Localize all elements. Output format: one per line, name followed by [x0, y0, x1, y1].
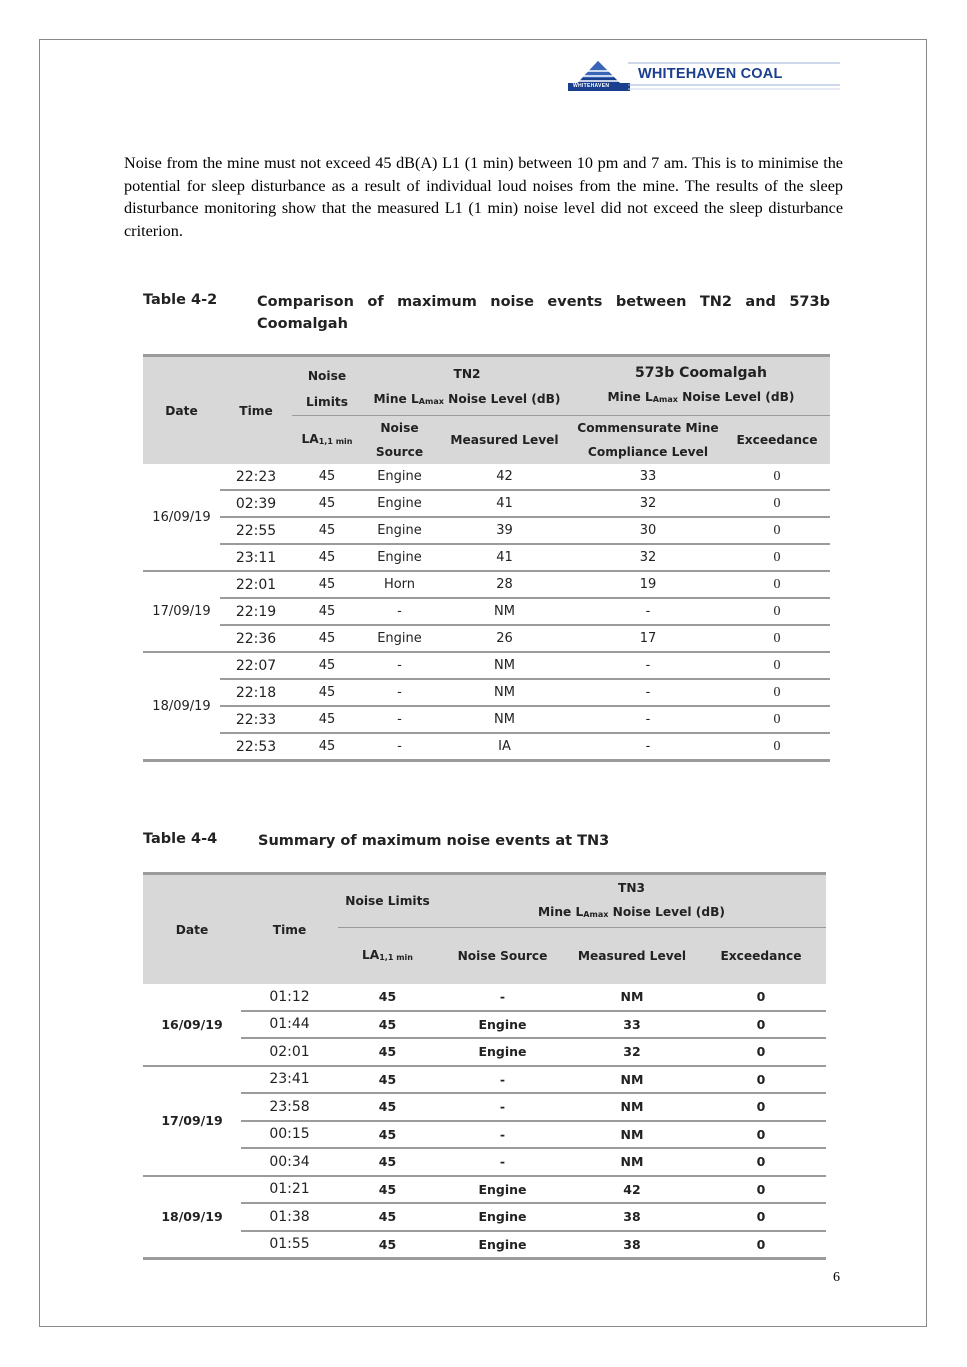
compliance-level-cell: - [572, 679, 724, 706]
whitehaven-coal-logo [568, 58, 842, 94]
header-measured-level: Measured Level [568, 928, 696, 985]
limit-cell: 45 [292, 490, 362, 517]
noise-source-cell: Engine [362, 464, 437, 490]
date-cell: 16/09/19 [143, 464, 220, 571]
exceedance-cell: 0 [724, 625, 830, 652]
measured-level-cell: 32 [568, 1038, 696, 1066]
header-tn3: TN3 Mine LAmax Noise Level (dB) [437, 874, 826, 928]
exceedance-cell: 0 [696, 1148, 826, 1176]
time-cell: 22:01 [220, 571, 292, 598]
table-row [143, 598, 830, 625]
measured-level-cell: NM [568, 1148, 696, 1176]
table-row [143, 984, 826, 1011]
measured-level-cell: 26 [437, 625, 572, 652]
table-row [143, 625, 830, 652]
time-cell: 01:21 [241, 1176, 338, 1204]
measured-level-cell: NM [568, 1066, 696, 1094]
noise-source-cell: Engine [362, 490, 437, 517]
date-cell: 17/09/19 [143, 1066, 241, 1176]
compliance-level-cell: 17 [572, 625, 724, 652]
table-4-4 [143, 872, 826, 1260]
date-cell: 18/09/19 [143, 1176, 241, 1259]
measured-level-cell: NM [568, 1121, 696, 1149]
compliance-level-cell: 19 [572, 571, 724, 598]
measured-level-cell: 38 [568, 1203, 696, 1231]
time-cell: 01:44 [241, 1011, 338, 1039]
time-cell: 00:15 [241, 1121, 338, 1149]
limit-cell: 45 [338, 1093, 437, 1121]
time-cell: 22:07 [220, 652, 292, 679]
noise-source-cell: - [362, 652, 437, 679]
header-573b-coomalgah: 573b Coomalgah Mine LAmax Noise Level (dB) [572, 356, 830, 416]
header-exceedance: Exceedance [696, 928, 826, 985]
table-4-4-caption [143, 831, 833, 855]
limit-cell: 45 [292, 652, 362, 679]
header-date: Date [143, 356, 220, 465]
table-row [143, 1038, 826, 1066]
exceedance-cell: 0 [724, 517, 830, 544]
noise-source-cell: Engine [362, 517, 437, 544]
exceedance-cell: 0 [696, 1176, 826, 1204]
exceedance-cell: 0 [724, 598, 830, 625]
measured-level-cell: 41 [437, 544, 572, 571]
table-row [143, 571, 830, 598]
noise-source-cell: Engine [362, 625, 437, 652]
time-cell: 22:19 [220, 598, 292, 625]
header-la-limit: LA1,1 min [292, 416, 362, 465]
exceedance-cell: 0 [696, 1011, 826, 1039]
noise-source-cell: - [437, 984, 568, 1011]
exceedance-cell: 0 [696, 984, 826, 1011]
limit-cell: 45 [292, 517, 362, 544]
header-date: Date [143, 874, 241, 985]
header-noise-limits: Noise Limits [292, 356, 362, 416]
time-cell: 22:33 [220, 706, 292, 733]
table-row [143, 544, 830, 571]
date-cell: 16/09/19 [143, 984, 241, 1066]
time-cell: 22:18 [220, 679, 292, 706]
table-4-2-caption [143, 292, 833, 338]
compliance-level-cell: - [572, 598, 724, 625]
limit-cell: 45 [292, 625, 362, 652]
noise-source-cell: Horn [362, 571, 437, 598]
time-cell: 01:55 [241, 1231, 338, 1259]
limit-cell: 45 [292, 571, 362, 598]
header-measured-level: Measured Level [437, 416, 572, 465]
time-cell: 22:23 [220, 464, 292, 490]
header-time: Time [220, 356, 292, 465]
measured-level-cell: IA [437, 733, 572, 761]
body-paragraph: Noise from the mine must not exceed 45 dB(A) L1 (1 min) between 10 pm and 7 am. This is to minimise the potential for sleep disturbance as a result of individual loud noises from the mine. The results of the sleep disturbance monitoring show that the measured L1 (1 min) noise level did not exceed the sleep disturbance criterion. [124, 154, 843, 240]
measured-level-cell: 42 [437, 464, 572, 490]
limit-cell: 45 [292, 679, 362, 706]
compliance-level-cell: 30 [572, 517, 724, 544]
table-4-2-title: Comparison of maximum noise events between TN2 and 573b Coomalgah [257, 294, 830, 332]
limit-cell: 45 [338, 1038, 437, 1066]
header-exceedance: Exceedance [724, 416, 830, 465]
limit-cell: 45 [338, 1176, 437, 1204]
compliance-level-cell: - [572, 706, 724, 733]
noise-source-cell: - [362, 733, 437, 761]
exceedance-cell: 0 [724, 490, 830, 517]
noise-source-cell: Engine [437, 1011, 568, 1039]
noise-source-cell: Engine [437, 1176, 568, 1204]
noise-source-cell: - [437, 1148, 568, 1176]
limit-cell: 45 [338, 1066, 437, 1094]
table-row [143, 1066, 826, 1094]
time-cell: 01:12 [241, 984, 338, 1011]
limit-cell: 45 [338, 1121, 437, 1149]
compliance-level-cell: - [572, 733, 724, 761]
exceedance-cell: 0 [696, 1231, 826, 1259]
time-cell: 22:53 [220, 733, 292, 761]
header-noise-limits: Noise Limits [338, 874, 437, 928]
noise-source-cell: Engine [362, 544, 437, 571]
measured-level-cell: NM [437, 706, 572, 733]
table-row [143, 706, 830, 733]
header-noise-source: Noise Source [362, 416, 437, 465]
table-row [143, 1176, 826, 1204]
exceedance-cell: 0 [724, 733, 830, 761]
exceedance-cell: 0 [724, 679, 830, 706]
limit-cell: 45 [338, 1011, 437, 1039]
table-row [143, 464, 830, 490]
table-row [143, 652, 830, 679]
header-la-limit: LA1,1 min [338, 928, 437, 985]
measured-level-cell: NM [568, 1093, 696, 1121]
time-cell: 01:38 [241, 1203, 338, 1231]
exceedance-cell: 0 [724, 652, 830, 679]
time-cell: 23:41 [241, 1066, 338, 1094]
limit-cell: 45 [292, 544, 362, 571]
noise-source-cell: Engine [437, 1203, 568, 1231]
exceedance-cell: 0 [696, 1121, 826, 1149]
logo-subtext: WHITEHAVEN [573, 83, 610, 89]
compliance-level-cell: - [572, 652, 724, 679]
limit-cell: 45 [338, 1203, 437, 1231]
exceedance-cell: 0 [724, 544, 830, 571]
table-row [143, 1203, 826, 1231]
date-cell: 18/09/19 [143, 652, 220, 761]
table-row [143, 733, 830, 761]
header-tn2: TN2 Mine LAmax Noise Level (dB) [362, 356, 572, 416]
limit-cell: 45 [338, 1231, 437, 1259]
table-4-4-number: Table 4-4 [143, 831, 218, 847]
limit-cell: 45 [338, 1148, 437, 1176]
compliance-level-cell: 33 [572, 464, 724, 490]
measured-level-cell: 41 [437, 490, 572, 517]
measured-level-cell: NM [437, 652, 572, 679]
time-cell: 23:11 [220, 544, 292, 571]
table-4-2-number: Table 4-2 [143, 292, 218, 308]
exceedance-cell: 0 [724, 464, 830, 490]
header-noise-source: Noise Source [437, 928, 568, 985]
table-4-4-title: Summary of maximum noise events at TN3 [258, 833, 610, 849]
limit-cell: 45 [338, 984, 437, 1011]
table-row [143, 1148, 826, 1176]
exceedance-cell: 0 [724, 706, 830, 733]
noise-source-cell: Engine [437, 1231, 568, 1259]
table-4-2 [143, 354, 830, 762]
noise-source-cell: - [362, 706, 437, 733]
header-commensurate: Commensurate Mine Compliance Level [572, 416, 724, 465]
noise-source-cell: Engine [437, 1038, 568, 1066]
measured-level-cell: NM [437, 598, 572, 625]
table-row [143, 679, 830, 706]
noise-source-cell: - [437, 1121, 568, 1149]
time-cell: 02:01 [241, 1038, 338, 1066]
compliance-level-cell: 32 [572, 544, 724, 571]
table-row [143, 1093, 826, 1121]
measured-level-cell: 38 [568, 1231, 696, 1259]
page-number: 6 [833, 1270, 840, 1285]
table-row [143, 1231, 826, 1259]
noise-source-cell: - [362, 598, 437, 625]
exceedance-cell: 0 [696, 1093, 826, 1121]
time-cell: 00:34 [241, 1148, 338, 1176]
compliance-level-cell: 32 [572, 490, 724, 517]
time-cell: 22:55 [220, 517, 292, 544]
noise-source-cell: - [437, 1066, 568, 1094]
exceedance-cell: 0 [724, 571, 830, 598]
table-row [143, 1011, 826, 1039]
limit-cell: 45 [292, 706, 362, 733]
noise-source-cell: - [437, 1093, 568, 1121]
table-row [143, 1121, 826, 1149]
date-cell: 17/09/19 [143, 571, 220, 652]
noise-source-cell: - [362, 679, 437, 706]
measured-level-cell: 39 [437, 517, 572, 544]
time-cell: 02:39 [220, 490, 292, 517]
exceedance-cell: 0 [696, 1066, 826, 1094]
exceedance-cell: 0 [696, 1203, 826, 1231]
limit-cell: 45 [292, 598, 362, 625]
measured-level-cell: 33 [568, 1011, 696, 1039]
measured-level-cell: NM [568, 984, 696, 1011]
time-cell: 23:58 [241, 1093, 338, 1121]
time-cell: 22:36 [220, 625, 292, 652]
measured-level-cell: 42 [568, 1176, 696, 1204]
logo-text: WHITEHAVEN COAL [638, 66, 783, 82]
measured-level-cell: NM [437, 679, 572, 706]
header-time: Time [241, 874, 338, 985]
limit-cell: 45 [292, 733, 362, 761]
table-row [143, 517, 830, 544]
limit-cell: 45 [292, 464, 362, 490]
table-row [143, 490, 830, 517]
exceedance-cell: 0 [696, 1038, 826, 1066]
measured-level-cell: 28 [437, 571, 572, 598]
